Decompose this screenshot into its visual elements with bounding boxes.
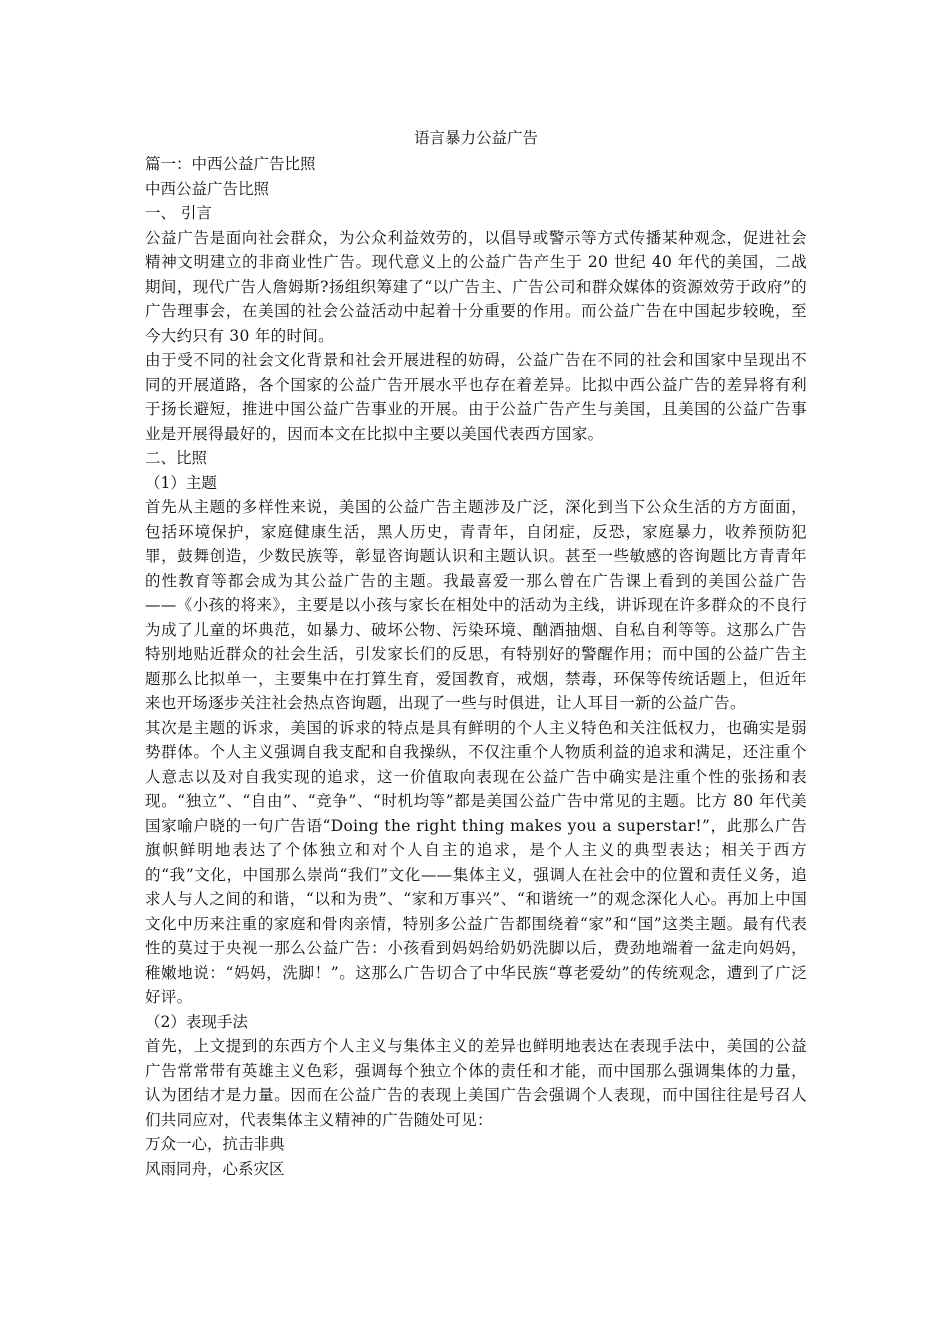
document-page xyxy=(145,126,807,1181)
slogan-2: 风雨同舟，心系灾区 xyxy=(145,1159,285,1178)
paragraph-3: 首先从主题的多样性来说，美国的公益广告主题涉及广泛，深化到当下公众生活的方方面面，包括环境保护，家庭健康生活，黑人历史，青青年，自闭症，反恐，家庭暴力，收养预防犯罪，鼓舞创造，少数民族等，彰显咨询题认识和主题认识。甚至一些敏感的咨询题比方青青年的性教育等都会成为其公益广告的主题。我最喜爱一那么曾在广告课上看到的美国公益广告——《小孩的将来》，主要是以小孩与家长在相处中的活动为主线，讲诉现在许多群众的不良行为成了儿童的坏典范，如暴力、破坏公物、污染环境、酗酒抽烟、自私自利等等。这那么广告特别地贴近群众的社会生活，引发家长们的反思，有特别好的警醒作用；而中国的公益广告主题那么比拟单一，主要集中在打算生育，爱国教育，戒烟，禁毒，环保等传统话题上，但近年来也开场逐步关注社会热点咨询题，出现了一些与时俱进，让人耳目一新的公益广告。 xyxy=(145,498,807,712)
heading-subtitle: 中西公益广告比照 xyxy=(145,179,270,198)
section-heading-comparison: 二、比照 xyxy=(145,449,208,467)
subheading-theme: （1）主题 xyxy=(145,473,217,492)
paragraph-2: 由于受不同的社会文化背景和社会开展进程的妨碍，公益广告在不同的社会和国家中呈现出不同的开展道路，各个国家的公益广告开展水平也存在着差异。比拟中西公益广告的差异将有利于扬长避短，推进中国公益广告事业的开展。由于公益广告产生与美国，且美国的公益广告事业是开展得最好的，因而本文在比拟中主要以美国代表西方国家。 xyxy=(145,351,807,443)
subheading-expression: （2）表现手法 xyxy=(145,1012,248,1031)
slogan-1: 万众一心，抗击非典 xyxy=(145,1135,285,1153)
paragraph-4: 其次是主题的诉求，美国的诉求的特点是具有鲜明的个人主义特色和关注低权力，也确实是弱势群体。个人主义强调自我支配和自我操纵，不仅注重个人物质利益的追求和满足，还注重个人意志以及对自我实现的追求，这一价值取向表现在公益广告中确实是注重个性的张扬和表现。“独立”、“自由”、“竞争”、“时机均等”都是美国公益广告中常见的主题。比方 80 年代美国家喻户晓的一句广告语“Doing the right thing makes you a superstar!”，此那么广告旗帜鲜明地表达了个体独立和对个人自主的追求，是个人主义的典型表达；相关于西方的“我”文化，中国那么崇尚“我们”文化——集体主义，强调人在社会中的位置和责任义务，追求人与人之间的和谐，“以和为贵”、“家和万事兴”、“和谐统一”的观念深化人心。再加上中国文化中历来注重的家庭和骨肉亲情，特别多公益广告都围绕着“家”和“国”这类主题。最有代表性的莫过于央视一那么公益广告：小孩看到妈妈给奶奶洗脚以后，费劲地端着一盆走向妈妈，稚嫩地说：“妈妈，洗脚！”。这那么广告切合了中华民族“尊老爱幼”的传统观念，遭到了广泛好评。 xyxy=(145,718,807,1006)
heading-part-one: 篇一：中西公益广告比照 xyxy=(145,155,316,173)
paragraph-1: 公益广告是面向社会群众，为公众利益效劳的，以倡导或警示等方式传播某种观念，促进社会精神文明建立的非商业性广告。现代意义上的公益广告产生于 20 世纪 40 年代的美国，二战期间，现代广告人詹姆斯?扬组织筹建了“以广告主、广告公司和群众媒体的资源效劳于政府”的广告理事会，在美国的社会公益活动中起着十分重要的作用。而公益广告在中国起步较晚，至今大约只有 30 年的时间。 xyxy=(145,228,807,345)
section-heading-introduction: 一、 引言 xyxy=(145,204,212,222)
document-title: 语言暴力公益广告 xyxy=(413,129,538,147)
paragraph-5: 首先，上文提到的东西方个人主义与集体主义的差异也鲜明地表达在表现手法中，美国的公益广告常常带有英雄主义色彩，强调每个独立个体的责任和才能，而中国那么强调集体的力量，认为团结才是力量。因而在公益广告的表现上美国广告会强调个人表现，而中国往往是号召人们共同应对，代表集体主义精神的广告随处可见： xyxy=(145,1037,807,1129)
